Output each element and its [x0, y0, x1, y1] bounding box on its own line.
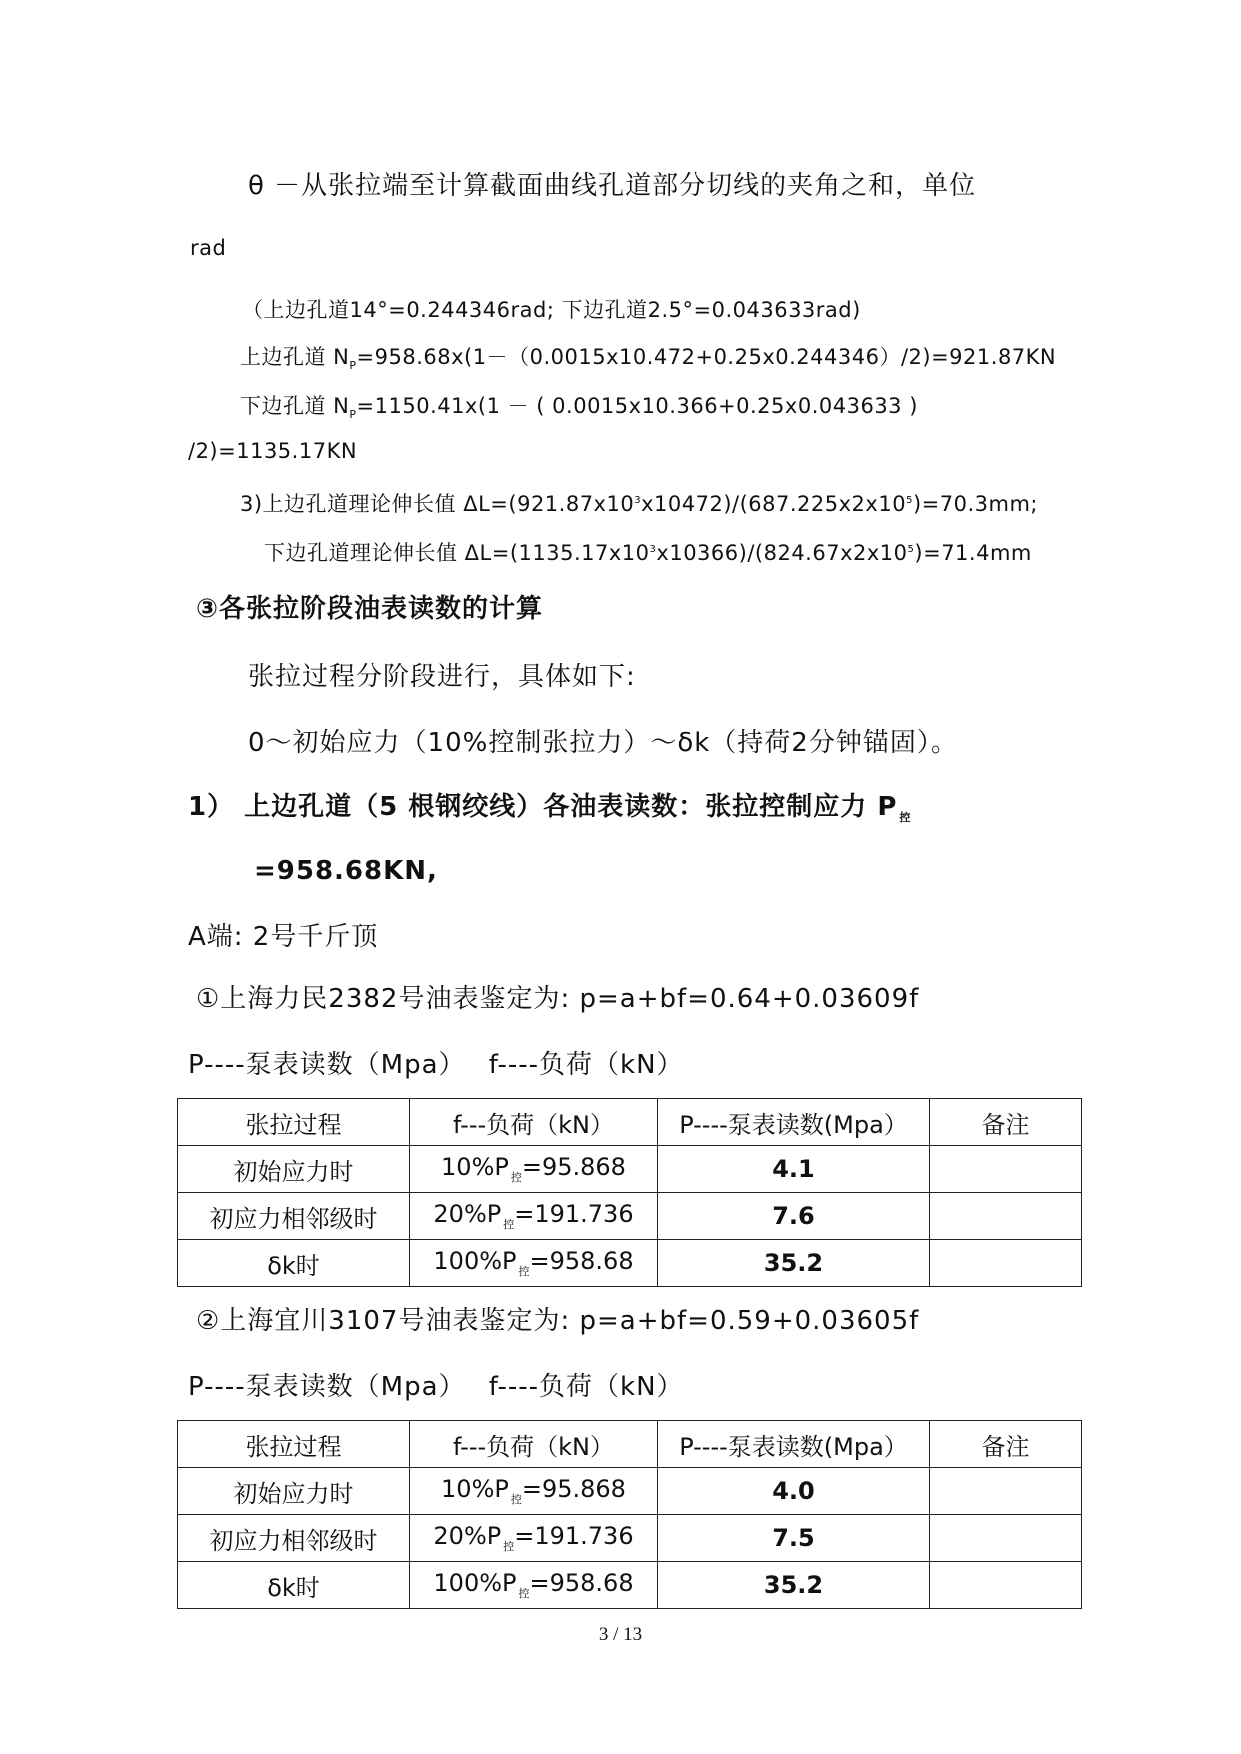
upper-elong-sup1: 3	[634, 495, 642, 506]
legend-1: P----泵表读数（Mpa） f----负荷（kN）	[188, 1050, 684, 1080]
lower-elong-b: x10366)/(824.67x2x10	[656, 541, 908, 565]
lower-elong-sup1: 3	[649, 544, 657, 555]
table-row	[178, 1240, 1082, 1287]
note-cell	[930, 1562, 1082, 1609]
load-pre: 20%P	[433, 1522, 502, 1551]
load-pre: 10%P	[441, 1475, 509, 1504]
angle-values: （上边孔道14°=0.244346rad; 下边孔道2.5°=0.043633rad)	[242, 298, 861, 322]
upper-heading-text: 1） 上边孔道（5 根钢绞线）各油表读数：张拉控制应力 P	[188, 792, 898, 822]
lower-np-rest: =1150.41x(1 － ( 0.0015x10.366+0.25x0.043633 )	[356, 394, 918, 418]
load-cell	[410, 1515, 658, 1562]
stage-cell: 初应力相邻级时	[178, 1515, 410, 1562]
stage-cell: 初始应力时	[178, 1468, 410, 1515]
a-end-label: A端: 2号千斤顶	[188, 922, 379, 952]
upper-elong-sup2: 5	[906, 495, 913, 506]
kong-sub: 控	[518, 1264, 530, 1278]
reading-cell: 35.2	[658, 1562, 930, 1609]
kong-sub: 控	[510, 1170, 522, 1184]
stage-cell: 初始应力时	[178, 1146, 410, 1193]
load-post: =958.68	[529, 1247, 634, 1276]
kong-sub: 控	[503, 1217, 515, 1231]
load-cell	[410, 1468, 658, 1515]
load-cell	[410, 1146, 658, 1193]
reading-cell: 35.2	[658, 1240, 930, 1287]
load-pre: 100%P	[433, 1247, 517, 1276]
page-number: 3 / 13	[598, 1624, 643, 1645]
load-post: =958.68	[529, 1569, 634, 1598]
stage-cell: δk时	[178, 1240, 410, 1287]
upper-np-prefix: 上边孔道 N	[240, 345, 350, 369]
load-post: =191.736	[514, 1200, 634, 1229]
upper-elong-a: 3)上边孔道理论伸长值 ΔL=(921.87x10	[240, 492, 635, 516]
lower-elong-c: )=71.4mm	[914, 541, 1032, 565]
upper-elong-c: )=70.3mm;	[912, 492, 1038, 516]
note-cell	[930, 1468, 1082, 1515]
upper-elongation	[240, 488, 1038, 518]
reading-cell: 4.0	[658, 1468, 930, 1515]
lower-np-sub: P	[349, 408, 357, 422]
load-pre: 10%P	[441, 1153, 509, 1182]
upper-np-sub: P	[349, 359, 357, 373]
rad-unit: rad	[190, 236, 227, 260]
stage-cell: δk时	[178, 1562, 410, 1609]
reading-cell: 4.1	[658, 1146, 930, 1193]
stage-intro: 张拉过程分阶段进行，具体如下:	[248, 662, 636, 692]
oil-table-1	[177, 1098, 1082, 1287]
kong-sub: 控	[510, 1492, 522, 1506]
reading-cell: 7.6	[658, 1193, 930, 1240]
load-post: =191.736	[514, 1522, 634, 1551]
header-note: 备注	[930, 1421, 1082, 1468]
gauge-2-calibration: ②上海宜川3107号油表鉴定为: p=a+bf=0.59+0.03605f	[196, 1306, 920, 1336]
header-note: 备注	[930, 1099, 1082, 1146]
upper-duct-heading-cont: =958.68KN,	[254, 856, 438, 886]
stage-sequence: 0～初始应力（10%控制张拉力）～δk（持荷2分钟锚固）。	[248, 728, 958, 758]
upper-np-rest: =958.68x(1－（0.0015x10.472+0.25x0.244346）/2)=921.87KN	[356, 345, 1057, 369]
lower-elongation	[264, 537, 1032, 567]
load-cell	[410, 1240, 658, 1287]
header-reading: P----泵表读数(Mpa）	[658, 1099, 930, 1146]
theta-definition: θ －从张拉端至计算截面曲线孔道部分切线的夹角之和，单位	[248, 171, 977, 201]
upper-heading-sub: 控	[899, 811, 912, 825]
table-row	[178, 1515, 1082, 1562]
upper-elong-b: x10472)/(687.225x2x10	[641, 492, 907, 516]
table-row	[178, 1146, 1082, 1193]
header-stage: 张拉过程	[178, 1099, 410, 1146]
section-heading: ③各张拉阶段油表读数的计算	[196, 594, 544, 624]
note-cell	[930, 1146, 1082, 1193]
header-load: f---负荷（kN）	[410, 1099, 658, 1146]
table-row	[178, 1562, 1082, 1609]
lower-elong-a: 下边孔道理论伸长值 ΔL=(1135.17x10	[264, 541, 650, 565]
load-pre: 100%P	[433, 1569, 517, 1598]
load-cell	[410, 1562, 658, 1609]
load-post: =95.868	[521, 1475, 626, 1504]
upper-np-formula	[240, 341, 1056, 372]
note-cell	[930, 1193, 1082, 1240]
header-reading: P----泵表读数(Mpa）	[658, 1421, 930, 1468]
load-post: =95.868	[521, 1153, 626, 1182]
table-row	[178, 1193, 1082, 1240]
table-header-row	[178, 1421, 1082, 1468]
stage-cell: 初应力相邻级时	[178, 1193, 410, 1240]
kong-sub: 控	[503, 1539, 515, 1553]
lower-elong-sup2: 5	[907, 544, 915, 555]
gauge-1-calibration: ①上海力民2382号油表鉴定为: p=a+bf=0.64+0.03609f	[196, 984, 920, 1014]
oil-table-2	[177, 1420, 1082, 1609]
lower-np-prefix: 下边孔道 N	[240, 394, 350, 418]
upper-duct-heading	[188, 786, 911, 825]
table-header-row	[178, 1099, 1082, 1146]
legend-2: P----泵表读数（Mpa） f----负荷（kN）	[188, 1372, 684, 1402]
lower-np-continuation: /2)=1135.17KN	[188, 439, 358, 463]
header-stage: 张拉过程	[178, 1421, 410, 1468]
note-cell	[930, 1515, 1082, 1562]
note-cell	[930, 1240, 1082, 1287]
kong-sub: 控	[518, 1586, 530, 1600]
lower-np-formula	[240, 390, 1040, 421]
reading-cell: 7.5	[658, 1515, 930, 1562]
header-load: f---负荷（kN）	[410, 1421, 658, 1468]
table-row	[178, 1468, 1082, 1515]
load-cell	[410, 1193, 658, 1240]
load-pre: 20%P	[433, 1200, 502, 1229]
